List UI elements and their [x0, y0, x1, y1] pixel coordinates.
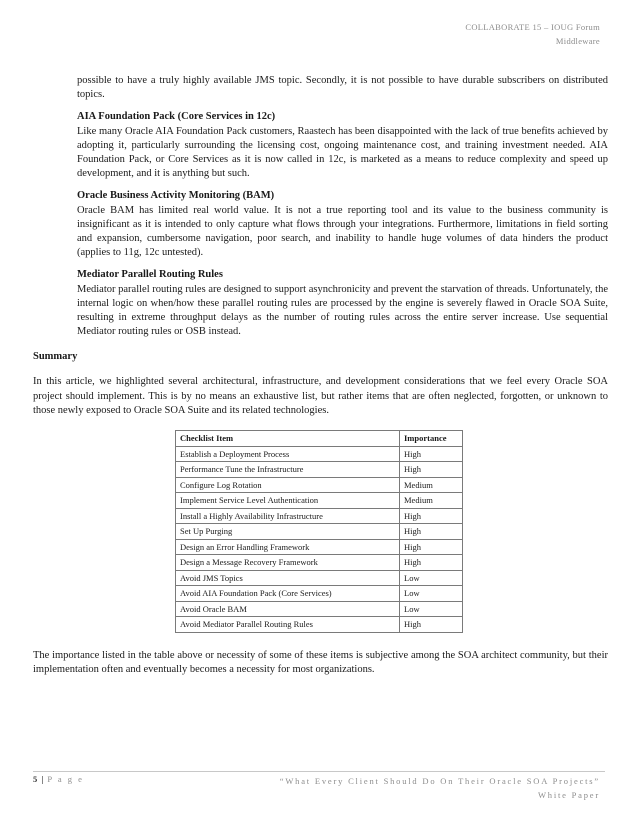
page-header — [465, 20, 600, 48]
page-separator: | — [41, 774, 44, 784]
section-aia — [77, 110, 608, 181]
column-header-item: Checklist Item — [176, 431, 400, 447]
importance-cell: High — [400, 539, 463, 555]
conference-name: COLLABORATE 15 – IOUG Forum — [465, 22, 600, 32]
checklist-item-cell: Set Up Purging — [176, 524, 400, 540]
importance-cell: Medium — [400, 493, 463, 509]
importance-cell: High — [400, 555, 463, 571]
table-row — [176, 617, 463, 633]
importance-cell: Low — [400, 586, 463, 602]
importance-cell: Low — [400, 601, 463, 617]
table-row — [176, 508, 463, 524]
table-header-row — [176, 431, 463, 447]
importance-cell: High — [400, 524, 463, 540]
checklist-item-cell: Design an Error Handling Framework — [176, 539, 400, 555]
table-row — [176, 477, 463, 493]
page-number: 5 — [33, 774, 38, 784]
checklist-item-cell: Design a Message Recovery Framework — [176, 555, 400, 571]
section-title: Mediator Parallel Routing Rules — [77, 269, 223, 281]
checklist-item-cell: Avoid Oracle BAM — [176, 601, 400, 617]
table-row — [176, 570, 463, 586]
importance-cell: High — [400, 462, 463, 478]
checklist-item-cell: Install a Highly Availability Infrastructure — [176, 508, 400, 524]
section-body: Like many Oracle AIA Foundation Pack customers, Raastech has been disappointed with the lack of true benefits achieved by adopting it, particularly surrounding the licensing cost, ongoing maintenance cost, and training investment needed. AIA Foundation Pack, or Core Services as it is now called in 12c, is marketed as a means to reduce complexity and speed up development, and it is anything but such. — [77, 125, 608, 180]
section-bam — [77, 189, 608, 260]
table-row — [176, 493, 463, 509]
document-type: White Paper — [537, 790, 600, 800]
table-row — [176, 446, 463, 462]
table-row — [176, 601, 463, 617]
footer-divider — [33, 771, 605, 772]
closing-paragraph: The importance listed in the table above or necessity of some of these items is subjective among the SOA architect community, but their implementation often and eventually becomes a necessity for most organizations. — [33, 649, 608, 675]
checklist-item-cell: Performance Tune the Infrastructure — [176, 462, 400, 478]
checklist-item-cell: Avoid JMS Topics — [176, 570, 400, 586]
table-row — [176, 555, 463, 571]
table-body — [176, 446, 463, 632]
summary-heading: Summary — [33, 351, 78, 363]
importance-cell: Low — [400, 570, 463, 586]
checklist-table — [175, 430, 463, 633]
column-header-importance: Importance — [400, 431, 463, 447]
importance-cell: High — [400, 617, 463, 633]
track-name: Middleware — [555, 36, 600, 46]
table-row — [176, 524, 463, 540]
checklist-item-cell: Configure Log Rotation — [176, 477, 400, 493]
checklist-item-cell: Implement Service Level Authentication — [176, 493, 400, 509]
checklist-item-cell: Establish a Deployment Process — [176, 446, 400, 462]
checklist-item-cell: Avoid AIA Foundation Pack (Core Services) — [176, 586, 400, 602]
table-row — [176, 586, 463, 602]
section-title: Oracle Business Activity Monitoring (BAM) — [77, 190, 275, 202]
table-row — [176, 462, 463, 478]
document-title: “What Every Client Should Do On Their Oracle SOA Projects” — [279, 776, 600, 786]
summary-paragraph: In this article, we highlighted several architectural, infrastructure, and development considerations that we feel every Oracle SOA project should implement. This is by no means an exhaustive list, but rather items that are often neglected, forgotten, or unknown to those newly exposed to Oracle SOA Suite and its related technologies. — [33, 376, 608, 416]
importance-cell: Medium — [400, 477, 463, 493]
footer-page — [33, 774, 84, 784]
footer-doc — [280, 774, 600, 802]
importance-cell: High — [400, 446, 463, 462]
checklist-item-cell: Avoid Mediator Parallel Routing Rules — [176, 617, 400, 633]
page-label: P a g e — [47, 774, 84, 784]
intro-paragraph: possible to have a truly highly available JMS topic. Secondly, it is not possible to have durable subscribers on distributed topics. — [77, 75, 608, 101]
section-title: AIA Foundation Pack (Core Services in 12c) — [77, 111, 276, 123]
page-content — [33, 74, 608, 677]
section-mediator — [77, 268, 608, 339]
section-body: Mediator parallel routing rules are designed to support asynchronicity and prevent the starvation of threads. Unfortunately, the internal logic on when/how these parallel routing rules are processed by the engine is severely flawed in Oracle SOA Suite, resulting in extreme throughput delays as the number of routing rules across the entire server increase. Use sequential Mediator routing rules or OSB instead. — [77, 283, 608, 338]
section-body: Oracle BAM has limited real world value. It is not a true reporting tool and its value to the business community is insignificant as it is intended to only capture what flows through your integrations. Furthermore, limitations in field sorting and expansion, cumbersome navigation, poor search, and inability to handle huge volumes of data hinders the product (applies to 11g, 12c untested). — [77, 204, 608, 259]
table-row — [176, 539, 463, 555]
importance-cell: High — [400, 508, 463, 524]
